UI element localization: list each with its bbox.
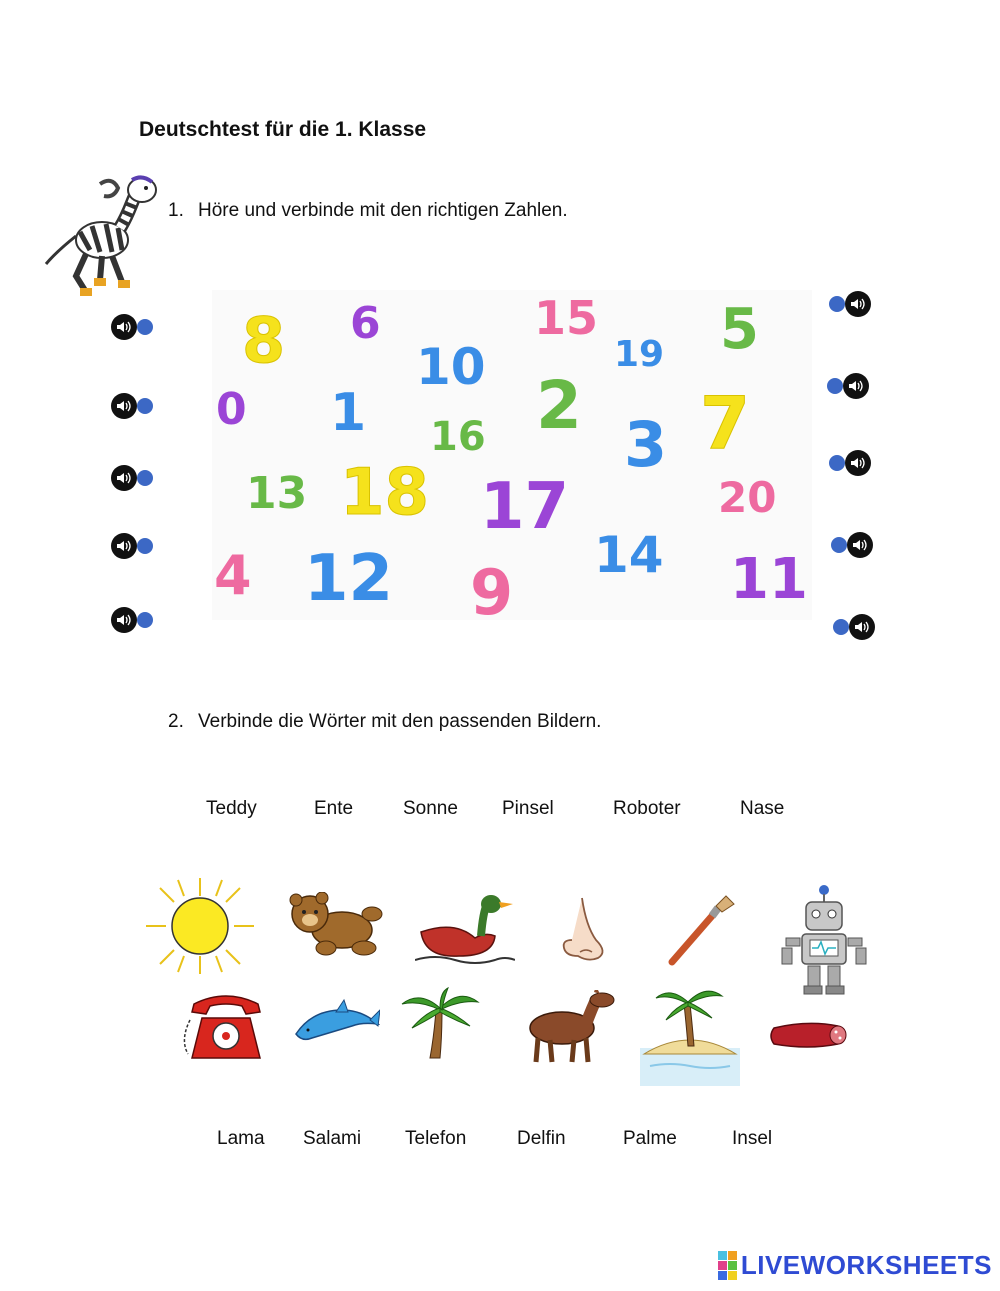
island-icon[interactable] (640, 982, 740, 1086)
number-2: 2 (536, 367, 582, 444)
number-15: 15 (534, 291, 599, 345)
nose-icon[interactable] (558, 896, 614, 966)
speaker-icon[interactable] (111, 533, 137, 559)
audio-item-left-3 (111, 465, 155, 491)
sun-icon[interactable] (142, 874, 258, 978)
audio-item-right-3 (829, 450, 873, 476)
number-0: 0 (216, 384, 247, 435)
word-sonne[interactable]: Sonne (403, 798, 458, 819)
number-20: 20 (718, 473, 777, 522)
word-telefon[interactable]: Telefon (405, 1128, 467, 1149)
speaker-icon[interactable] (849, 614, 875, 640)
number-1: 1 (330, 383, 367, 443)
connect-dot[interactable] (829, 455, 845, 471)
llama-icon[interactable] (522, 990, 618, 1066)
number-13: 13 (246, 468, 308, 519)
page-title: Deutschtest für die 1. Klasse (139, 118, 427, 141)
number-18: 18 (340, 456, 430, 530)
word-ente[interactable]: Ente (314, 798, 354, 819)
telephone-icon[interactable] (180, 990, 272, 1064)
audio-item-right-2 (827, 373, 871, 399)
connect-dot[interactable] (137, 538, 153, 554)
paintbrush-icon[interactable] (664, 894, 736, 968)
task-1-instruction: 1. Höre und verbinde mit den richtigen Zahlen. (168, 200, 568, 221)
number-14: 14 (594, 526, 664, 584)
word-nase[interactable]: Nase (740, 798, 785, 819)
word-palme[interactable]: Palme (623, 1128, 677, 1149)
zebra-mascot-icon (42, 172, 160, 304)
number-19: 19 (614, 334, 665, 375)
speaker-icon[interactable] (111, 314, 137, 340)
speaker-icon[interactable] (847, 532, 873, 558)
speaker-icon[interactable] (843, 373, 869, 399)
speaker-icon[interactable] (111, 607, 137, 633)
word-teddy[interactable]: Teddy (206, 798, 257, 819)
word-salami[interactable]: Salami (303, 1128, 362, 1149)
audio-item-left-2 (111, 393, 155, 419)
speaker-icon[interactable] (845, 450, 871, 476)
number-11: 11 (730, 547, 808, 612)
brand-logo (718, 1250, 992, 1281)
salami-icon[interactable] (768, 1018, 852, 1052)
number-12: 12 (304, 542, 394, 616)
word-pinsel[interactable]: Pinsel (502, 798, 554, 819)
connect-dot[interactable] (831, 537, 847, 553)
connect-dot[interactable] (137, 612, 153, 628)
number-6: 6 (350, 298, 381, 349)
number-5: 5 (720, 297, 759, 362)
palm-tree-icon[interactable] (400, 986, 480, 1062)
numbers-board (212, 290, 812, 620)
number-7: 7 (700, 381, 751, 465)
speaker-icon[interactable] (845, 291, 871, 317)
number-8: 8 (242, 304, 286, 377)
number-16: 16 (430, 414, 486, 460)
connect-dot[interactable] (137, 470, 153, 486)
audio-item-right-5 (833, 614, 877, 640)
connect-dot[interactable] (829, 296, 845, 312)
connect-dot[interactable] (827, 378, 843, 394)
connect-dot[interactable] (137, 398, 153, 414)
word-insel[interactable]: Insel (732, 1128, 773, 1149)
dolphin-icon[interactable] (292, 998, 380, 1048)
task-2-instruction: 2. Verbinde die Wörter mit den passenden Bildern. (168, 711, 602, 732)
number-17: 17 (480, 470, 570, 544)
audio-item-left-4 (111, 533, 155, 559)
teddy-bear-icon[interactable] (286, 892, 384, 960)
connect-dot[interactable] (833, 619, 849, 635)
speaker-icon[interactable] (111, 465, 137, 491)
brand-text: LIVEWORKSHEETS (740, 1250, 992, 1280)
audio-item-left-1 (111, 314, 155, 340)
number-3: 3 (624, 408, 668, 481)
word-delfin[interactable]: Delfin (517, 1128, 566, 1149)
number-9: 9 (470, 556, 514, 620)
word-lama[interactable]: Lama (217, 1128, 265, 1149)
word-roboter[interactable]: Roboter (613, 798, 681, 819)
number-4: 4 (214, 544, 252, 607)
connect-dot[interactable] (137, 319, 153, 335)
audio-item-right-4 (831, 532, 875, 558)
number-10: 10 (416, 338, 486, 396)
audio-item-left-5 (111, 607, 155, 633)
brand-logo-icon (718, 1251, 737, 1280)
robot-icon[interactable] (780, 884, 868, 996)
speaker-icon[interactable] (111, 393, 137, 419)
duck-icon[interactable] (415, 892, 515, 966)
audio-item-right-1 (829, 291, 873, 317)
